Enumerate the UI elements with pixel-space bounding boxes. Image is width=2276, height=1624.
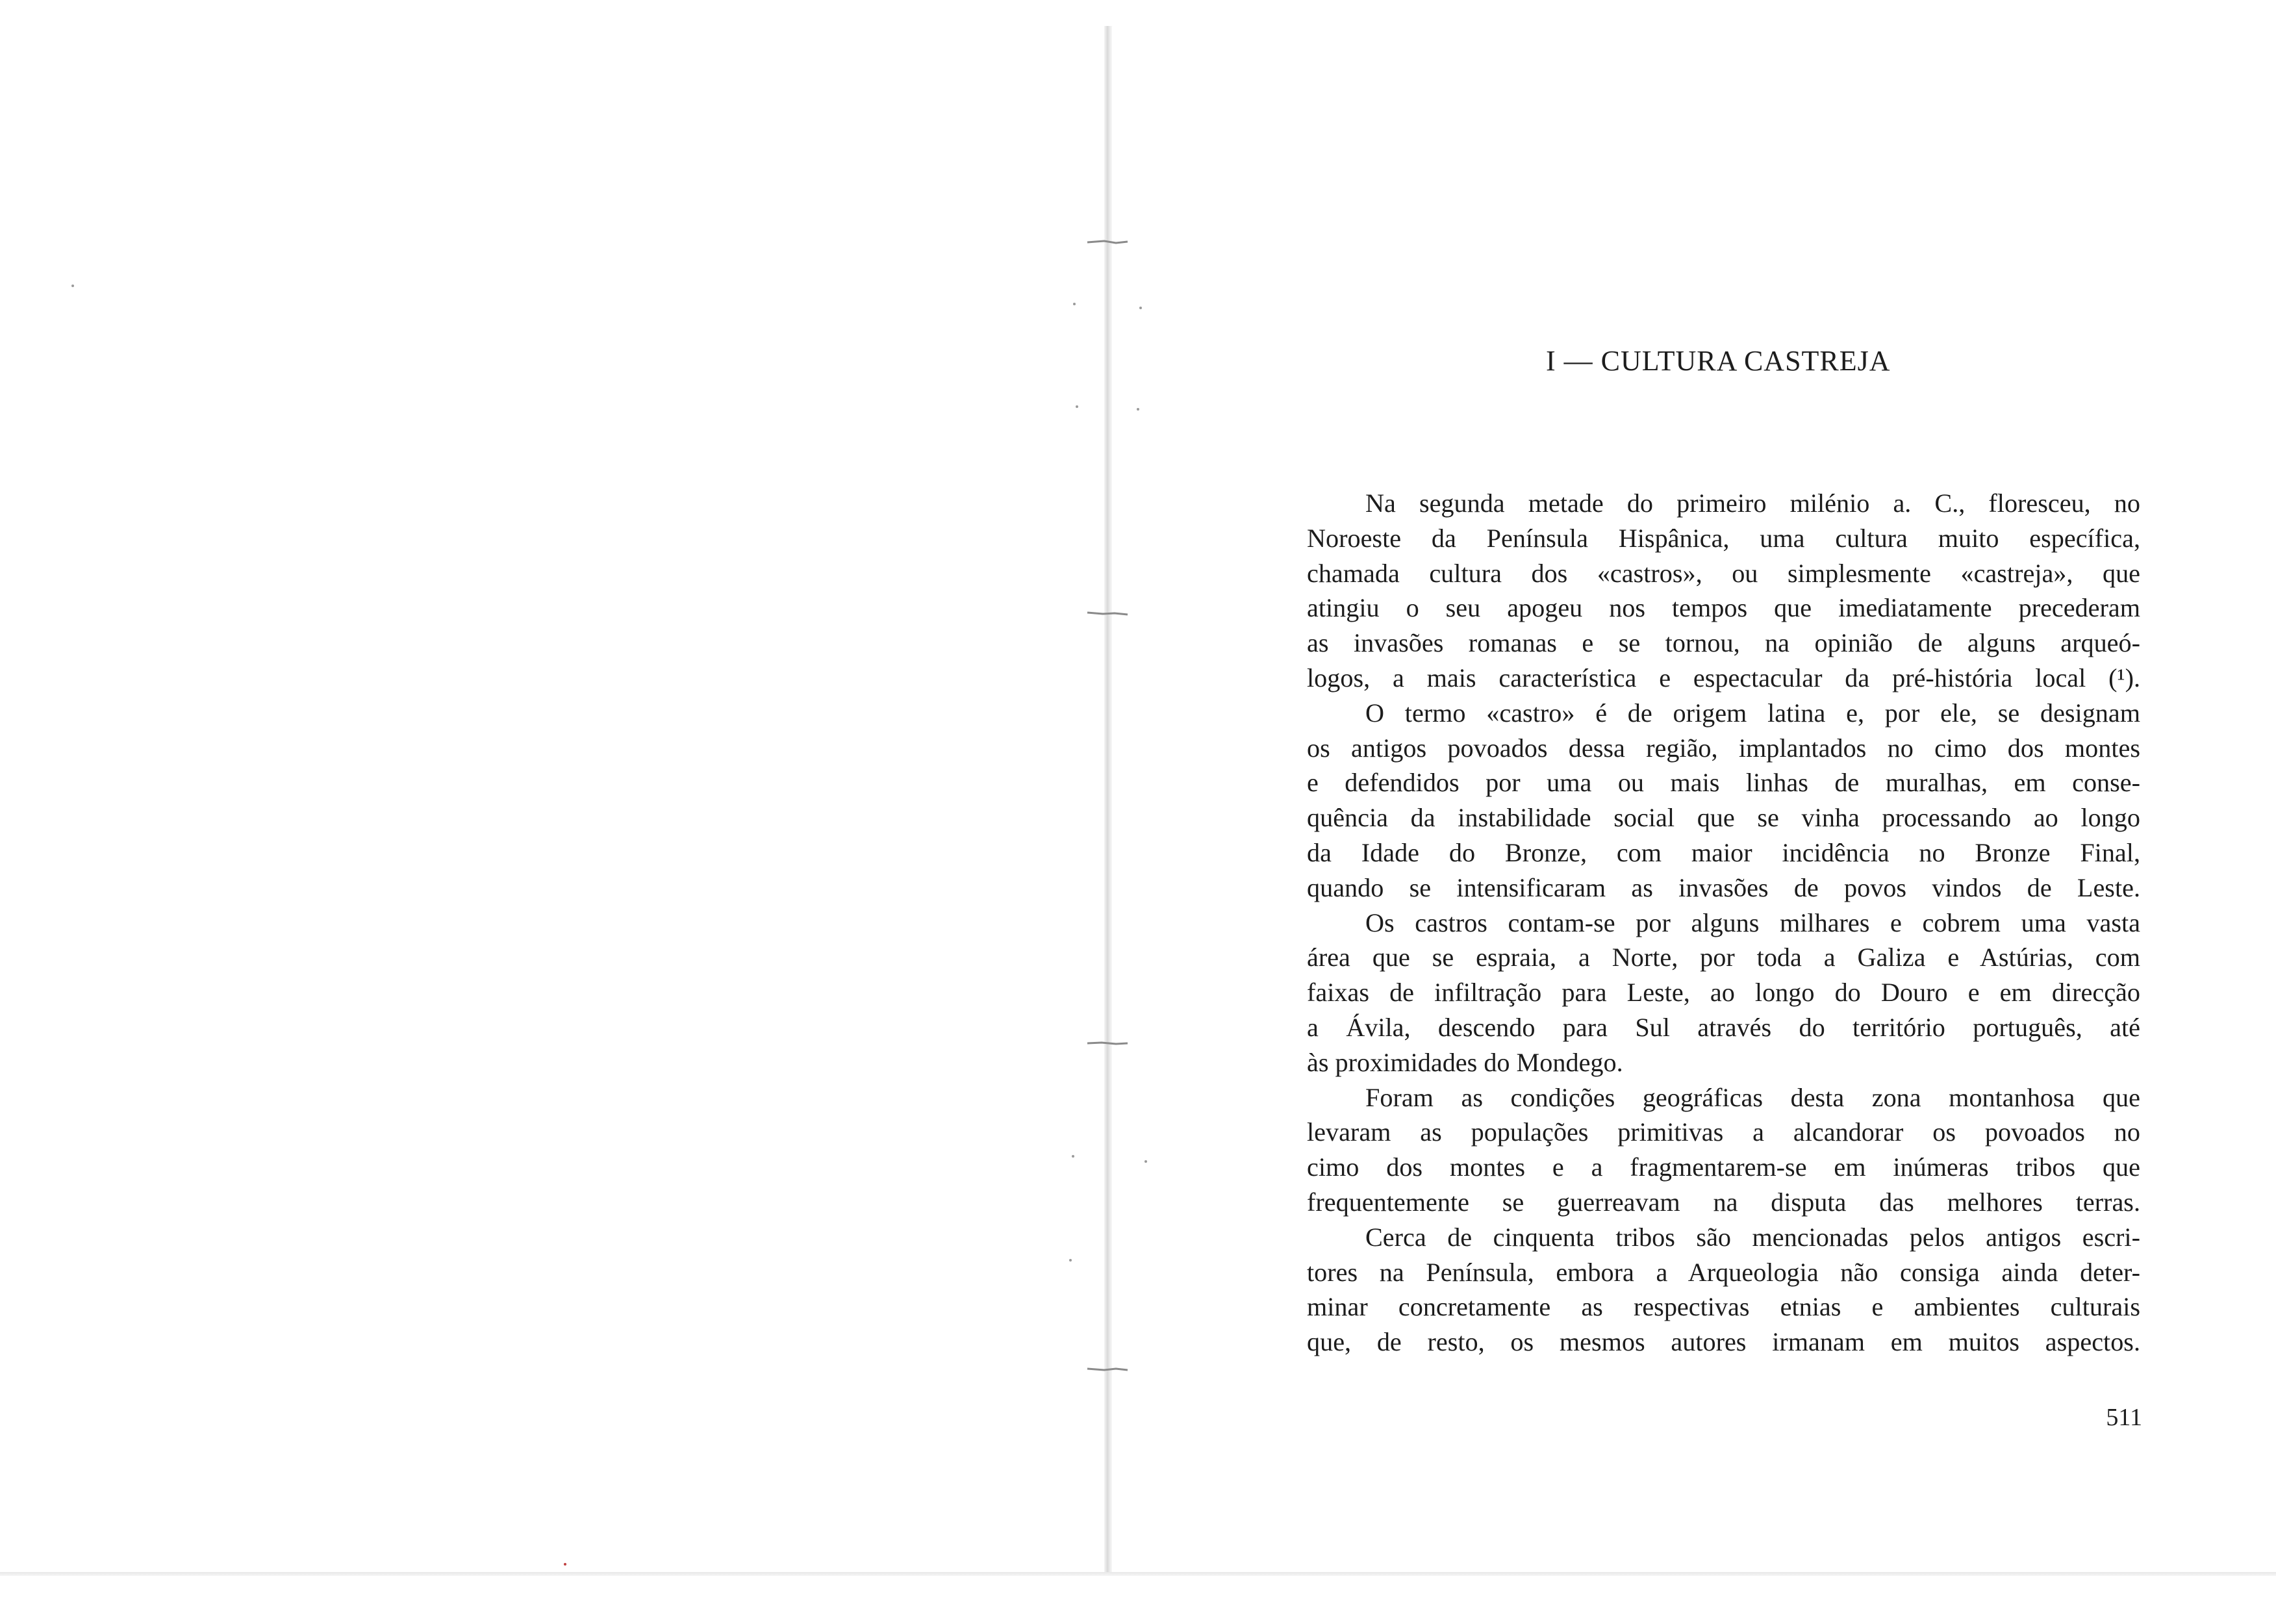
text-line: tores na Península, embora a Arqueologia não consiga ainda deter- (1307, 1257, 2140, 1287)
text-line: Cerca de cinquenta tribos são mencionadas pelos antigos escri- (1365, 1222, 2140, 1252)
text-line: quência da instabilidade social que se vinha processando ao longo (1307, 803, 2140, 833)
chapter-title: I — CULTURA CASTREJA (1546, 345, 1891, 377)
text-line: os antigos povoados dessa região, implantados no cimo dos montes (1307, 733, 2140, 763)
left-page-blank (0, 0, 1104, 1572)
text-line: que, de resto, os mesmos autores irmanam em muitos aspectos. (1307, 1327, 2140, 1357)
text-line: frequentemente se guerreavam na disputa das melhores terras. (1307, 1187, 2140, 1217)
text-line: a Ávila, descendo para Sul através do território português, até (1307, 1012, 2140, 1042)
text-line: às proximidades do Mondego. (1307, 1047, 1623, 1077)
page-number: 511 (2106, 1404, 2142, 1431)
text-line: da Idade do Bronze, com maior incidência no Bronze Final, (1307, 837, 2140, 867)
text-line: minar concretamente as respectivas etnias e ambientes culturais (1307, 1292, 2140, 1322)
text-line: Os castros contam-se por alguns milhares e cobrem uma vasta (1365, 907, 2140, 937)
text-line: chamada cultura dos «castros», ou simplesmente «castreja», que (1307, 558, 2140, 588)
page-bottom-edge (0, 1572, 2276, 1576)
binding-fold (1104, 26, 1112, 1572)
text-line: e defendidos por uma ou mais linhas de muralhas, em conse- (1307, 768, 2140, 798)
paper-speck (1072, 1155, 1074, 1158)
paper-speck (1076, 405, 1078, 408)
paper-speck (564, 1563, 566, 1566)
body-text (1307, 486, 2140, 1360)
text-line: Na segunda metade do primeiro milénio a. C., floresceu, no (1365, 488, 2140, 518)
text-line: as invasões romanas e se tornou, na opinião de alguns arqueó- (1307, 628, 2140, 658)
paper-speck (1069, 1259, 1072, 1262)
text-line: Noroeste da Península Hispânica, uma cultura muito específica, (1307, 523, 2140, 553)
paper-speck (71, 285, 74, 287)
text-line: atingiu o seu apogeu nos tempos que imediatamente precederam (1307, 593, 2140, 623)
text-line: O termo «castro» é de origem latina e, por ele, se designam (1365, 698, 2140, 728)
paper-speck (1073, 303, 1076, 305)
text-line: levaram as populações primitivas a alcandorar os povoados no (1307, 1117, 2140, 1147)
text-line: faixas de infiltração para Leste, ao longo do Douro e em direcção (1307, 978, 2140, 1008)
text-line: cimo dos montes e a fragmentarem-se em inúmeras tribos que (1307, 1152, 2140, 1182)
text-line: área que se espraia, a Norte, por toda a Galiza e Astúrias, com (1307, 943, 2140, 972)
text-line: Foram as condições geográficas desta zona montanhosa que (1365, 1082, 2140, 1112)
text-line: quando se intensificaram as invasões de povos vindos de Leste. (1307, 872, 2140, 902)
text-line: logos, a mais característica e espectacular da pré-história local (¹). (1307, 663, 2140, 692)
